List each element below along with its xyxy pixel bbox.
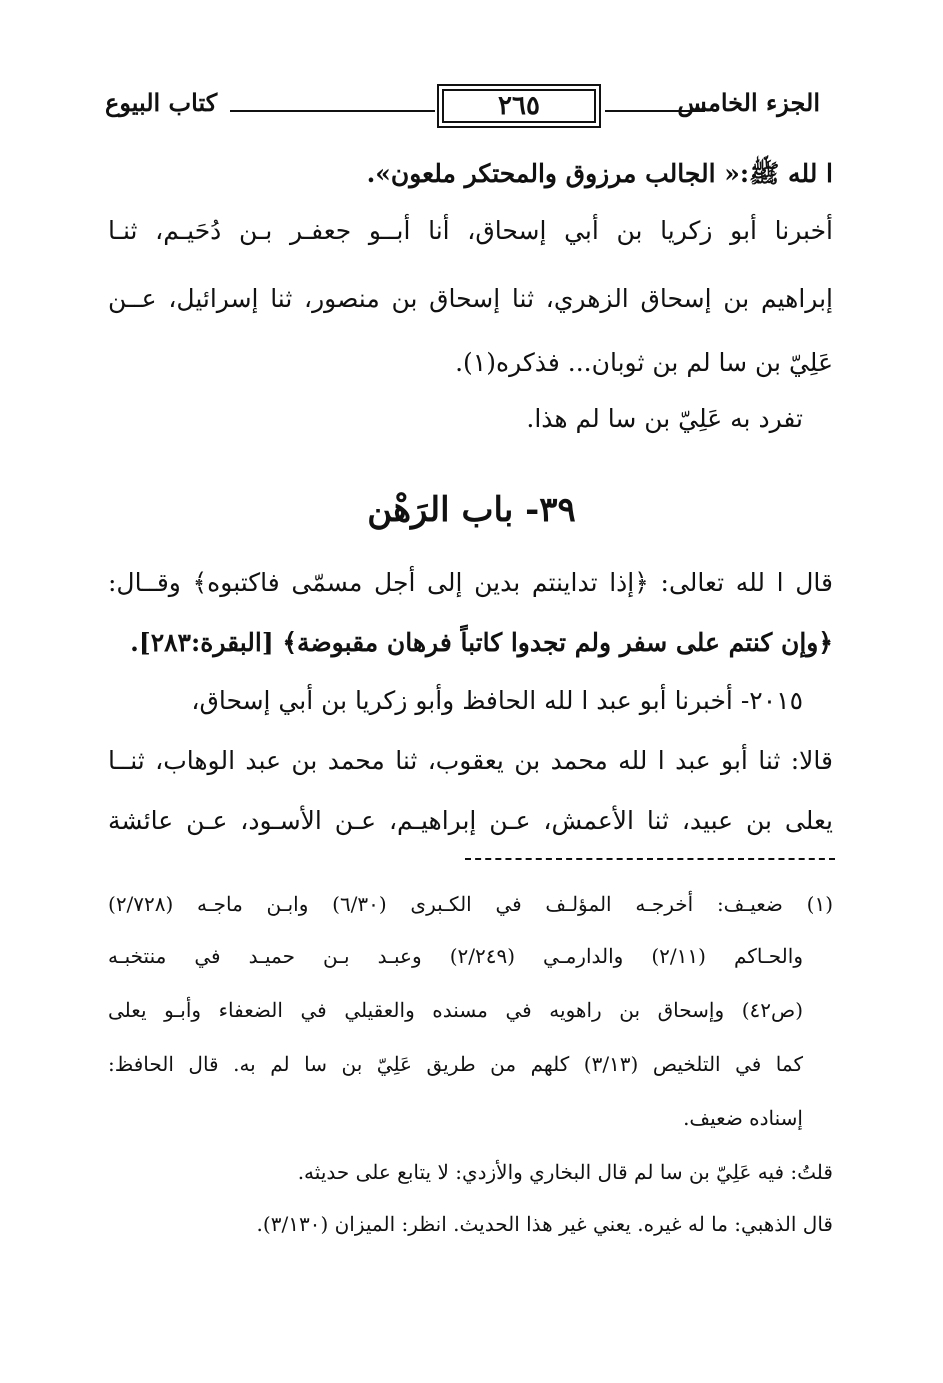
book-title: كتاب البيوع <box>105 88 218 117</box>
body-line-4: عَلِيّ بن سا لم بن ثوبان... فذكره(١). <box>455 348 833 377</box>
body-line-2: أخبرنا أبو زكريا بن أبي إسحاق، أنا أبــو جعفـر بـن دُحَيـم، ثنـا <box>108 216 833 245</box>
page-number: ٢٦٥ <box>437 84 601 128</box>
section-line-1: قال ا لله تعالى: ﴿إذا تداينتم بدين إلى أجل مسمّى فاكتبوه﴾ وقــال: <box>108 568 833 597</box>
footnote-line-4: كما في التلخيص (٣/١٣) كلهم من طريق عَلِيّ بن سا لم به. قال الحافظ: <box>108 1052 803 1076</box>
section-line-5: يعلى بن عبيد، ثنا الأعمش، عـن إبراهيـم، عـن الأسـود، عـن عائشة <box>108 806 833 835</box>
footnote-line-5: إسناده ضعيف. <box>683 1106 803 1130</box>
body-line-5: تفرد به عَلِيّ بن سا لم هذا. <box>526 404 803 433</box>
section-line-4: قالا: ثنا أبو عبد ا لله محمد بن يعقوب، ثنا محمد بن عبد الوهاب، ثنــا <box>108 746 833 775</box>
footnote-note-1: قلتُ: فيه عَلِيّ بن سا لم قال البخاري والأزدي: لا يتابع على حديثه. <box>297 1160 833 1184</box>
section-heading: ٣٩- باب الرَهْن <box>367 490 576 530</box>
body-line-3: إبراهيم بن إسحاق الزهري، ثنا إسحاق بن منصور، ثنا إسرائيل، عــن <box>108 284 833 313</box>
footnote-line-3: (ص٤٢) وإسحاق بن راهويه في مسنده والعقيلي في الضعفاء وأبـو يعلى <box>108 998 803 1022</box>
header-rule-left <box>230 110 435 112</box>
footnote-line-2: والحـاكم (٢/١١) والدارمـي (٢/٢٤٩) وعبـد بـن حميـد في منتخبـه <box>108 944 803 968</box>
section-line-2: ﴿وإن كنتم على سفر ولم تجدوا كاتباً فرهان مقبوضة﴾ [البقرة:٢٨٣]. <box>130 628 833 657</box>
footnote-line-1: (١) ضعيـف: أخرجـه المؤلـف في الكـبرى (٦/٣٠) وابـن ماجـه (٢/٧٢٨) <box>108 892 834 916</box>
footnote-note-2: قال الذهبي: ما له غيره. يعني غير هذا الحديث. انظر: الميزان (٣/١٣٠). <box>256 1212 833 1236</box>
page-header <box>105 80 820 130</box>
body-line-1: ا لله ﷺ:« الجالب مرزوق والمحتكر ملعون». <box>366 159 833 188</box>
volume-title: الجزء الخامس <box>677 88 820 117</box>
footnote-separator <box>465 858 835 860</box>
section-line-3: ٢٠١٥- أخبرنا أبو عبد ا لله الحافظ وأبو زكريا بن أبي إسحاق، <box>191 686 803 715</box>
